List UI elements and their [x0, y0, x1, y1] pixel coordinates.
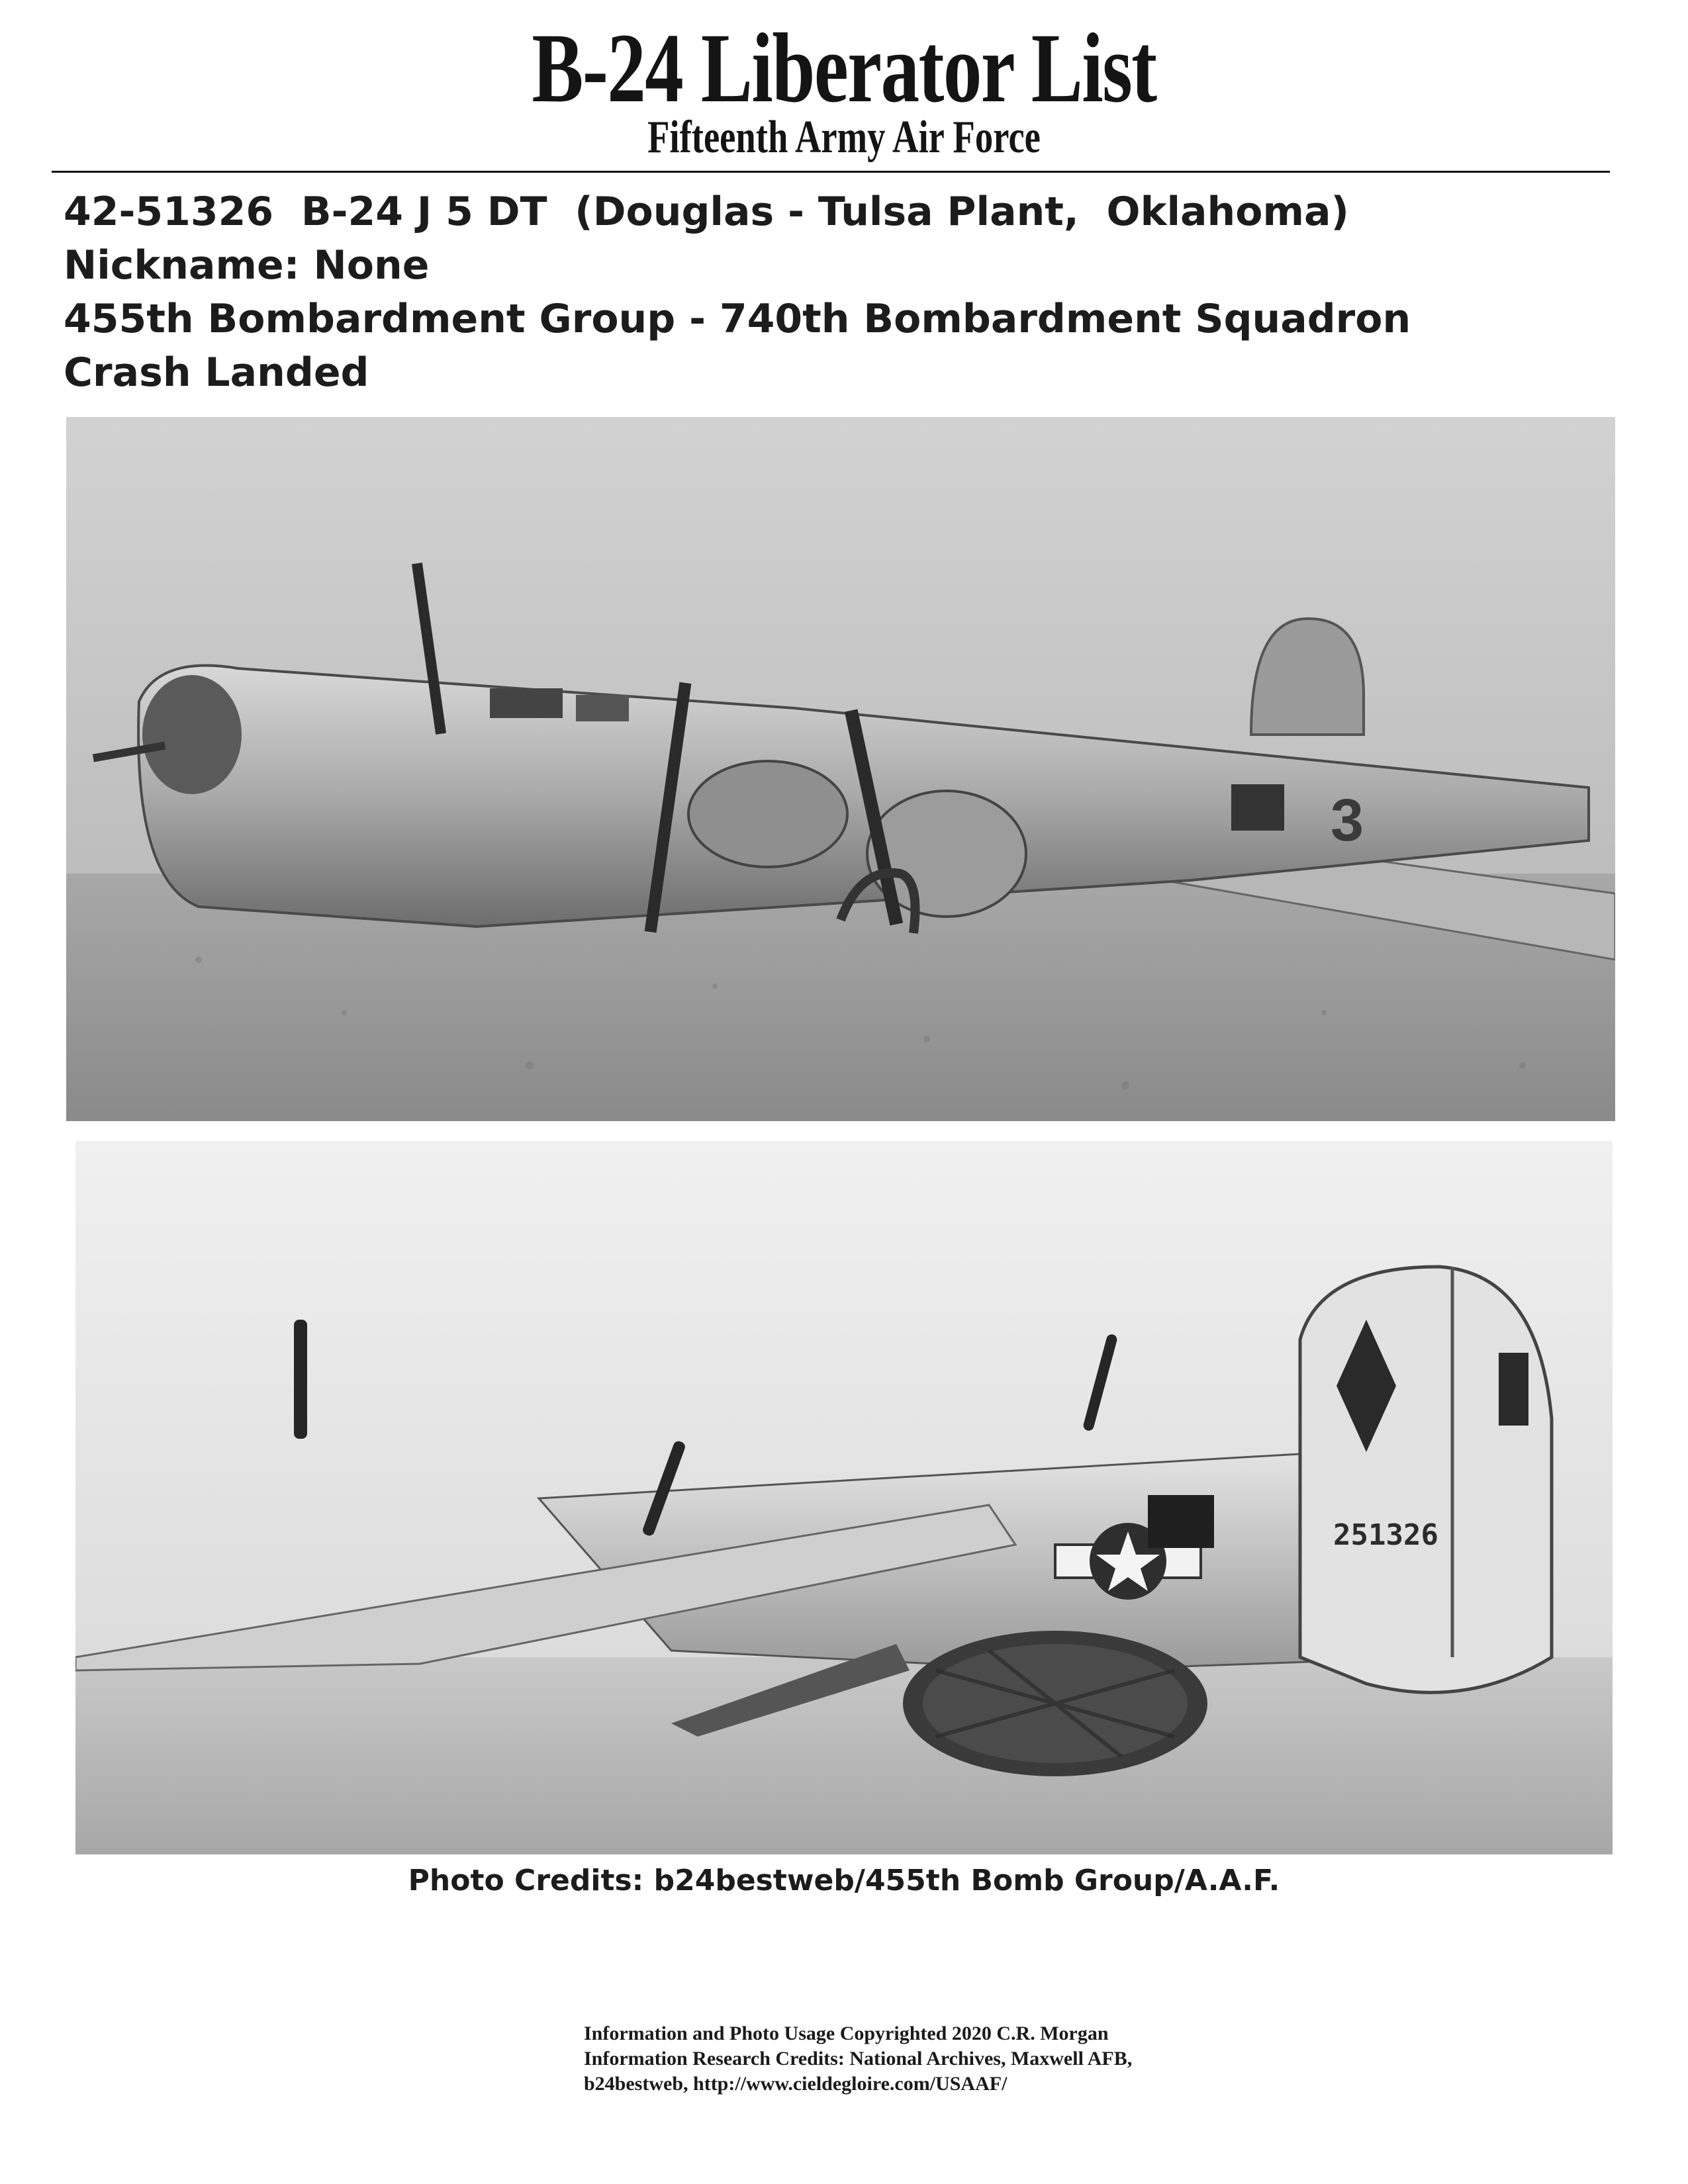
photo-credits: Photo Credits: b24bestweb/455th Bomb Group/A.A.F. — [408, 1864, 1280, 1897]
research-credits-line: Information Research Credits: National Archives, Maxwell AFB, — [584, 2048, 1133, 2070]
unit-assignment: 455th Bombardment Group - 740th Bombardment Squadron — [64, 296, 1411, 342]
header-divider — [52, 171, 1610, 173]
serial-and-model: 42-51326 B-24 J 5 DT (Douglas - Tulsa Plant, Oklahoma) — [64, 189, 1349, 235]
page-subtitle: Fifteenth Army Air Force — [647, 112, 1041, 163]
page-title: B-24 Liberator List — [532, 13, 1156, 123]
nickname: Nickname: None — [64, 242, 430, 289]
fuselage-code: 3 — [1331, 788, 1364, 854]
research-credits-sources: b24bestweb, http://www.cieldegloire.com/USAAF/ — [584, 2073, 1008, 2095]
aircraft-info — [64, 185, 1411, 400]
tail-serial: 251326 — [1333, 1518, 1438, 1552]
photo-crash-landed-side-view — [66, 417, 1615, 1121]
copyright-line: Information and Photo Usage Copyrighted 2020 C.R. Morgan — [584, 2023, 1109, 2044]
photo-crash-landed-tail-view — [75, 1141, 1613, 1854]
copyright-footer — [584, 2021, 1312, 2097]
fate: Crash Landed — [64, 349, 369, 396]
